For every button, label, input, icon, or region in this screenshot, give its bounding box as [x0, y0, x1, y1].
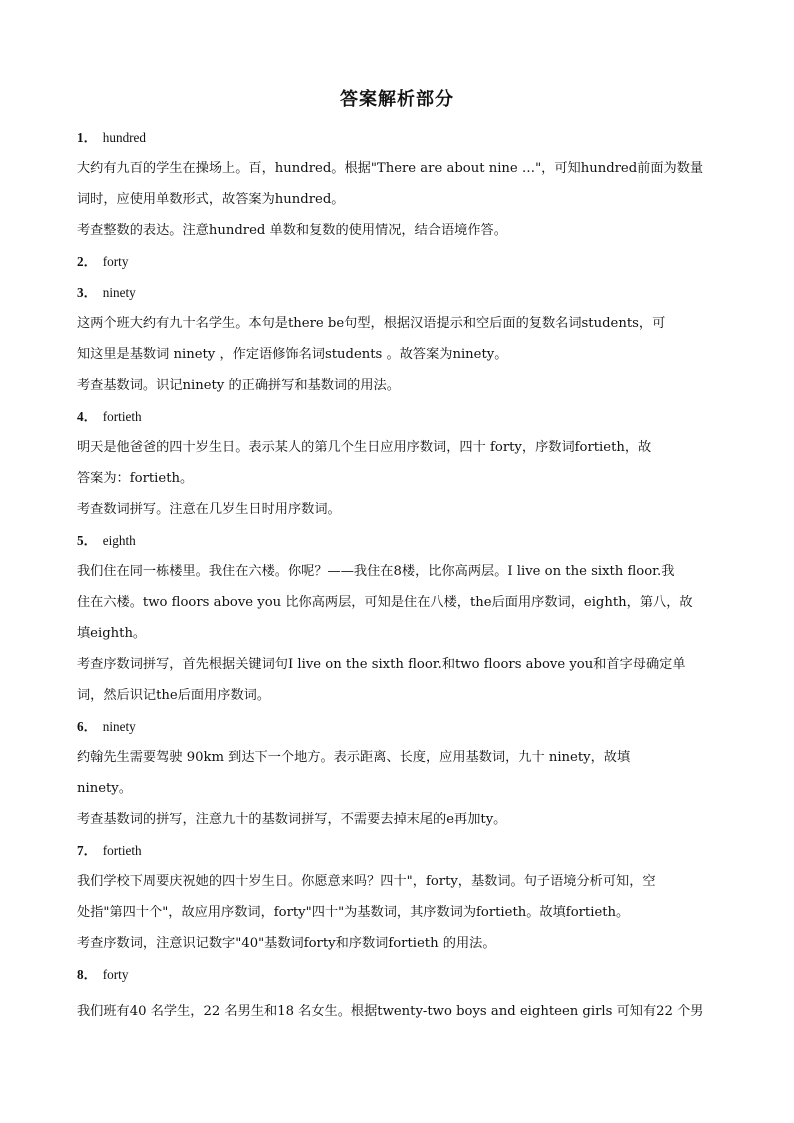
- explanation-line: 考查基数词的拼写，注意九十的基数词拼写，不需要去掉末尾的e再加ty。: [77, 812, 507, 827]
- explanation-line: 答案为：fortieth。: [77, 471, 194, 486]
- question-number: 2．: [77, 254, 97, 269]
- explanation-line: 处指"第四十个"，故应用序数词，forty"四十"为基数词，其序数词为fortieth。故填fortieth。: [77, 905, 630, 920]
- question-number: 4．: [77, 409, 97, 424]
- answer-text: fortieth: [102, 409, 142, 424]
- page-title: 答案解析部分: [340, 89, 454, 110]
- question-item-header: [77, 835, 717, 866]
- explanation-line: 考查序数词，注意识记数字"40"基数词forty和序数词fortieth 的用法。: [77, 936, 496, 951]
- question-item-header: [77, 277, 717, 308]
- explanation-line: 明天是他爸爸的四十岁生日。表示某人的第几个生日应用序数词，四十 forty，序数词fortieth，故: [77, 440, 652, 455]
- explanation-line: 填eighth。: [77, 626, 147, 641]
- explanation-line: 住在六楼。two floors above you 比你高两层，可知是住在八楼，the后面用序数词，eighth，第八，故: [77, 595, 693, 610]
- answer-text: eighth: [102, 533, 136, 548]
- question-item-header: [77, 122, 717, 153]
- explanation-line: 约翰先生需要驾驶 90km 到达下一个地方。表示距离、长度，应用基数词，九十 ninety，故填: [77, 750, 631, 765]
- explanation-line: 我们住在同一栋楼里。我住在六楼。你呢？——我住在8楼，比你高两层。I live on the sixth floor.我: [77, 564, 675, 579]
- explanation-line: 词时，应使用单数形式，故答案为hundred。: [77, 192, 345, 207]
- explanation-line: 我们班有40 名学生，22 名男生和18 名女生。根据twenty-two boys and eighteen girls 可知有22 个男: [77, 1004, 704, 1019]
- answer-text: forty: [102, 254, 129, 269]
- explanation-line: 考查基数词。识记ninety 的正确拼写和基数词的用法。: [77, 378, 400, 393]
- explanation-line: 考查序数词拼写，首先根据关键词句I live on the sixth floor.和two floors above you和首字母确定单: [77, 657, 686, 672]
- explanation-line: 这两个班大约有九十名学生。本句是there be句型，根据汉语提示和空后面的复数名词students，可: [77, 316, 666, 331]
- answer-text: hundred: [102, 130, 146, 145]
- explanation-line: ninety。: [77, 781, 132, 796]
- question-item-header: [77, 711, 717, 742]
- question-number: 1．: [77, 130, 97, 145]
- explanation-line: 大约有九百的学生在操场上。百，hundred。根据"There are about nine …"，可知hundred前面为数量: [77, 161, 704, 176]
- answer-list: [77, 122, 717, 1027]
- answer-text: ninety: [102, 719, 136, 734]
- answer-text: forty: [102, 967, 129, 982]
- question-number: 8．: [77, 967, 97, 982]
- explanation-line: 词，然后识记the后面用序数词。: [77, 688, 271, 703]
- question-number: 3．: [77, 285, 97, 300]
- explanation-line: 我们学校下周要庆祝她的四十岁生日。你愿意来吗？四十"，forty，基数词。句子语境分析可知，空: [77, 874, 656, 889]
- question-number: 7．: [77, 843, 97, 858]
- question-item-header: [77, 525, 717, 556]
- question-item-header: [77, 246, 717, 277]
- answer-text: fortieth: [102, 843, 142, 858]
- explanation-line: 考查整数的表达。注意hundred 单数和复数的使用情况，结合语境作答。: [77, 223, 507, 238]
- explanation-line: 知这里是基数词 ninety ，作定语修饰名词students 。故答案为ninety。: [77, 347, 508, 362]
- question-number: 5．: [77, 533, 97, 548]
- answer-text: ninety: [102, 285, 136, 300]
- question-number: 6．: [77, 719, 97, 734]
- question-item-header: [77, 959, 717, 990]
- question-item-header: [77, 401, 717, 432]
- explanation-line: 考查数词拼写。注意在几岁生日时用序数词。: [77, 502, 341, 517]
